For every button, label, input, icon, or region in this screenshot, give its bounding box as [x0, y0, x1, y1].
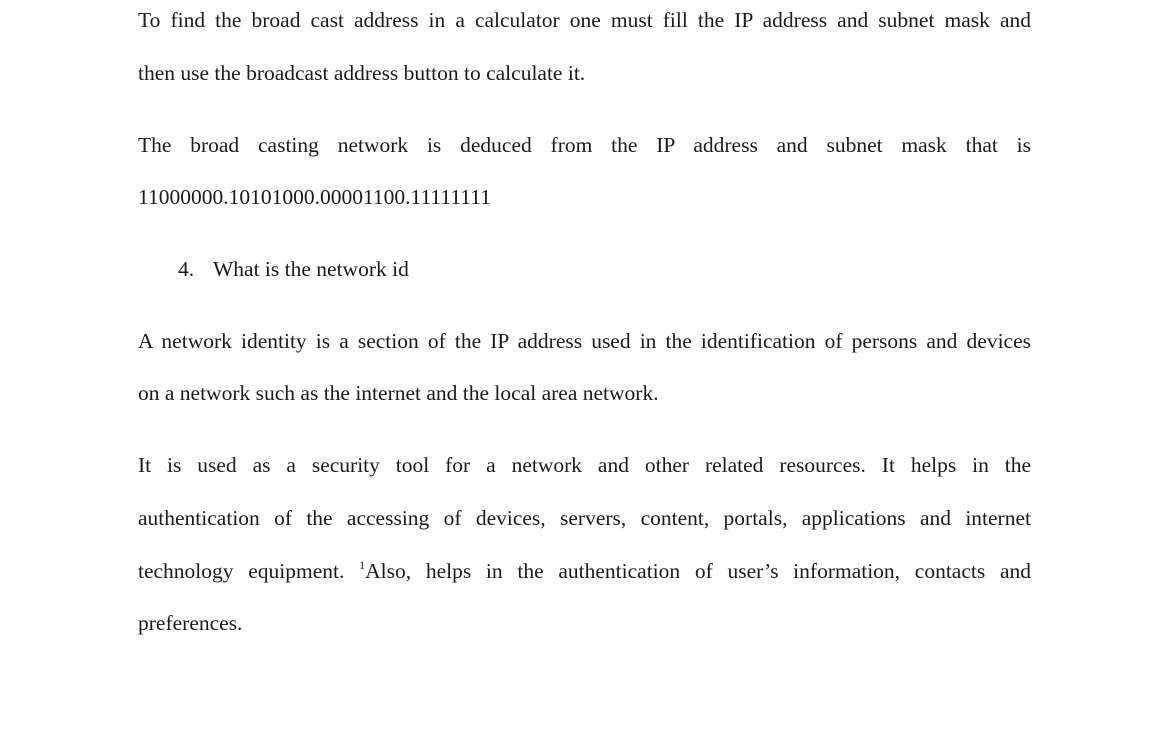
line-3-end-text: Also, helps in the authentication of user’s information, contacts and — [365, 559, 1031, 583]
line-3-start-text: technology equipment. — [138, 559, 360, 583]
numbered-list-item-4 — [178, 255, 409, 283]
paragraph-broadcast-calc-line-1: To find the broad cast address in a calculator one must fill the IP address and subnet mask and — [138, 8, 1031, 32]
paragraph-network-identity-line-1: A network identity is a section of the IP address used in the identification of persons and devices — [138, 329, 1031, 353]
paragraph-security-line-2: authentication of the accessing of devices, servers, content, portals, applications and internet — [138, 506, 1031, 530]
paragraph-broadcast-calc-line-2: then use the broadcast address button to calculate it. — [138, 61, 586, 85]
paragraph-security-line-1: It is used as a security tool for a network and other related resources. It helps in the — [138, 453, 1031, 477]
list-item-number: 4. — [178, 257, 195, 281]
paragraph-security-line-4: preferences. — [138, 611, 243, 635]
paragraph-security-line-3 — [138, 557, 1031, 585]
footnote-reference[interactable]: 1 — [359, 558, 366, 572]
list-item-heading: What is the network id — [213, 257, 409, 281]
paragraph-broadcast-network-line-1: The broad casting network is deduced from the IP address and subnet mask that is — [138, 133, 1031, 157]
binary-broadcast-address: 11000000.10101000.00001100.11111111 — [138, 185, 491, 209]
paragraph-network-identity-line-2: on a network such as the internet and the local area network. — [138, 381, 659, 405]
